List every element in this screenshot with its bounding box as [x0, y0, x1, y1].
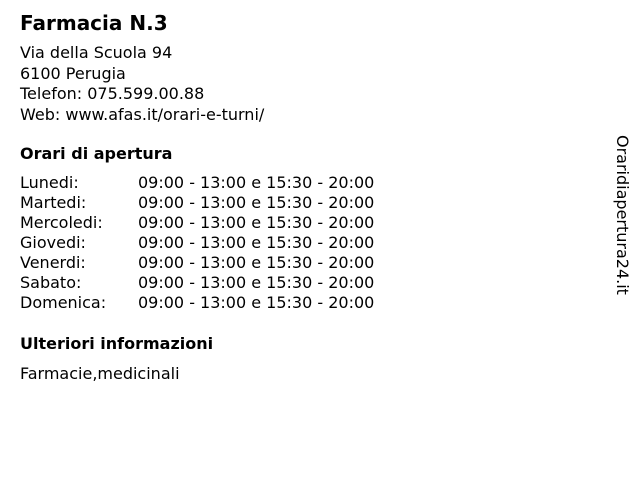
hours-day: Domenica:: [20, 293, 107, 312]
hours-day: Sabato:: [20, 273, 82, 292]
website-link[interactable]: Web: www.afas.it/orari-e-turni/: [20, 104, 265, 124]
hours-day: Giovedi:: [20, 233, 86, 252]
hours-time: 09:00 - 13:00 e 15:30 - 20:00: [138, 213, 375, 232]
city-address: 6100 Perugia: [20, 63, 126, 83]
hours-time: 09:00 - 13:00 e 15:30 - 20:00: [138, 173, 375, 192]
hours-day: Venerdi:: [20, 253, 86, 272]
hours-time: 09:00 - 13:00 e 15:30 - 20:00: [138, 293, 375, 312]
hours-day: Lunedi:: [20, 173, 79, 192]
additional-info-heading: Ulteriori informazioni: [20, 334, 214, 353]
hours-time: 09:00 - 13:00 e 15:30 - 20:00: [138, 193, 375, 212]
additional-info-text: Farmacie,medicinali: [20, 364, 180, 383]
address-block: [20, 43, 264, 125]
hours-time: 09:00 - 13:00 e 15:30 - 20:00: [138, 233, 375, 252]
phone-number: Telefon: 075.599.00.88: [20, 84, 205, 103]
street-address: Via della Scuola 94: [20, 43, 173, 62]
hours-time: 09:00 - 13:00 e 15:30 - 20:00: [138, 253, 375, 272]
opening-hours-heading: Orari di apertura: [20, 144, 173, 163]
hours-day: Martedi:: [20, 193, 87, 212]
brand-watermark: Oraridiapertura24.it: [613, 135, 632, 295]
hours-day: Mercoledi:: [20, 213, 103, 232]
hours-time: 09:00 - 13:00 e 15:30 - 20:00: [138, 273, 375, 292]
pharmacy-name: Farmacia N.3: [20, 11, 168, 35]
